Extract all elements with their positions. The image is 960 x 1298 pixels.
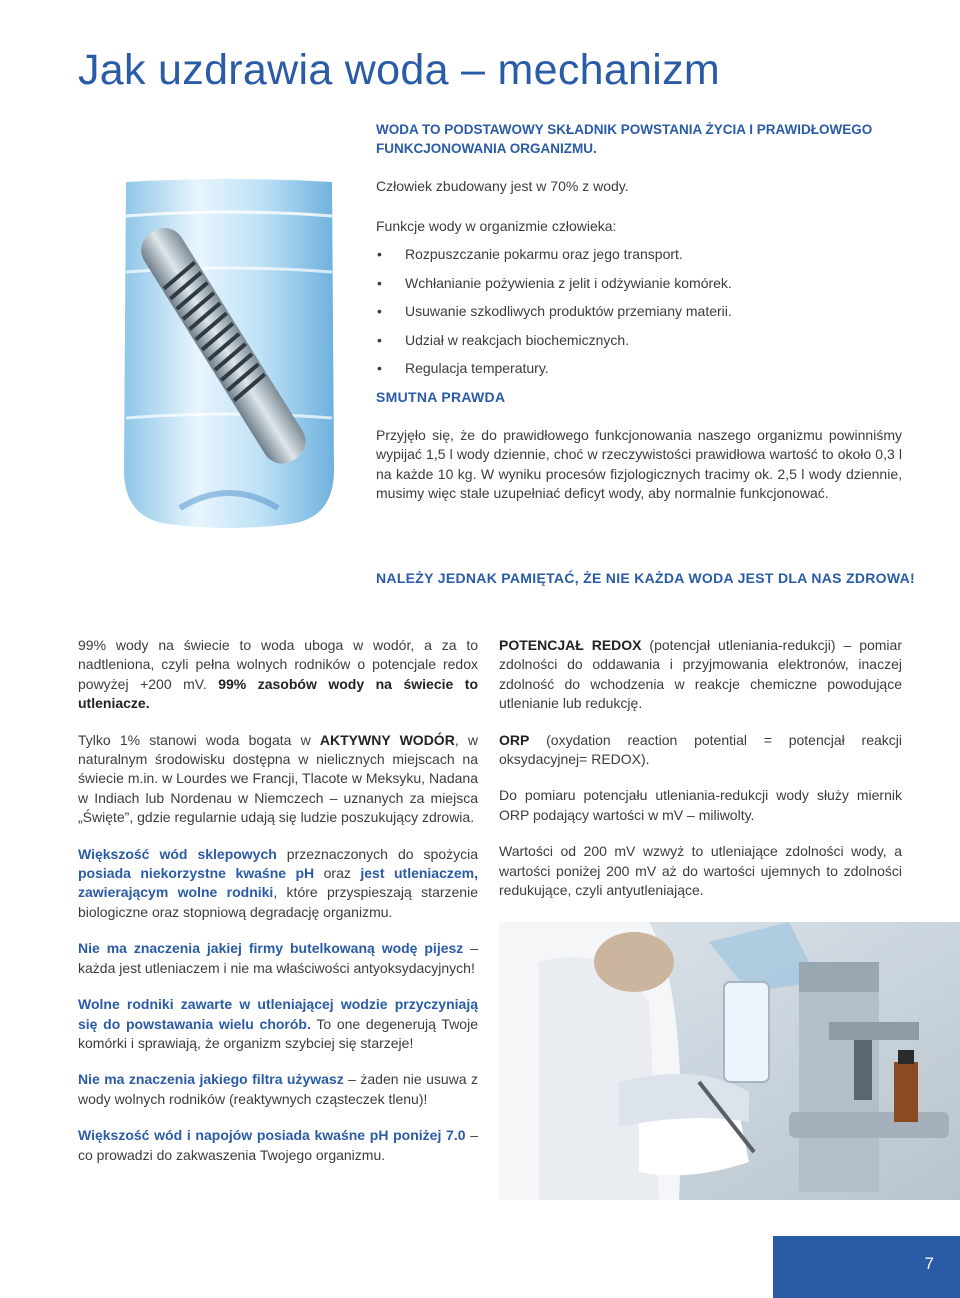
functions-heading: Funkcje wody w organizmie człowieka: [376, 218, 617, 234]
paragraph-filters: Nie ma znaczenia jakiego filtra używasz – żaden nie usuwa z wody wolnych rodników (reaktywnych cząsteczek tlenu)! [78, 1071, 478, 1107]
list-item: • Usuwanie szkodliwych produktów przemiany materii. [376, 302, 732, 331]
water-bottle-image [120, 178, 338, 530]
left-column [78, 636, 478, 1165]
sad-truth-heading: SMUTNA PRAWDA [376, 389, 506, 405]
paragraph-orp-meter: Do pomiaru potencjału utleniania-redukcji wody służy miernik ORP podający wartości w mV – miliwolty. [499, 787, 902, 823]
paragraph-redox-definition: POTENCJAŁ REDOX (potencjał utleniania-redukcji) – pomiar zdolności do oddawania i przyjmowania elektronów, inaczej zdolność do wchodzenia w reakcje chemiczne powodujące utlenianie lub redukcję. [499, 637, 902, 712]
list-item: • Rozpuszczanie pokarmu oraz jego transport. [376, 245, 732, 274]
paragraph-hydrogen-poor: 99% wody na świecie to woda uboga w wodór, a za to nadtleniona, czyli pełna wolnych rodników o potencjale redox powyżej +200 mV. 99% zasobów wody na świecie to utleniacze. [78, 637, 478, 712]
page-number: 7 [924, 1254, 934, 1273]
sad-truth-text: Przyjęło się, że do prawidłowego funkcjonowania naszego organizmu powinniśmy wypijać 1,5 l wody dziennie, choć w rzeczywistości prawidłowa wartość to około 0,3 l na każde 10 kg. W wyniku procesów fizjologicznych tracimy ok. 2,5 l wody dziennie, musimy więc stale uzupełniać deficyt wody, aby normalnie funkcjonować. [376, 427, 902, 502]
lead-heading: WODA TO PODSTAWOWY SKŁADNIK POWSTANIA ŻYCIA I PRAWIDŁOWEGO FUNKCJONOWANIA ORGANIZMU. [376, 122, 873, 156]
functions-list [376, 245, 732, 388]
page-title: Jak uzdrawia woda – mechanizm [78, 46, 721, 94]
warning-heading: NALEŻY JEDNAK PAMIĘTAĆ, ŻE NIE KAŻDA WODA JEST DLA NAS ZDROWA! [376, 570, 915, 586]
laboratory-photo [499, 922, 960, 1200]
list-item: • Udział w reakcjach biochemicznych. [376, 331, 732, 360]
paragraph-store-water: Większość wód sklepowych przeznaczonych do spożycia posiada niekorzystne kwaśne pH oraz jest utleniaczem, zawierającym wolne rodniki, które przyspieszają starzenie biologiczne oraz stopniową degradację organizmu. [78, 845, 479, 920]
list-item: • Regulacja temperatury. [376, 359, 732, 388]
paragraph-acidic-ph: Większość wód i napojów posiada kwaśne pH poniżej 7.0 – co prowadzi do zakwaszenia Twojego organizmu. [78, 1127, 478, 1163]
human-water-text: Człowiek zbudowany jest w 70% z wody. [376, 178, 629, 194]
paragraph-mv-values: Wartości od 200 mV wzwyż to utleniające zdolności wody, a wartości poniżej 200 mV aż do wartości ujemnych to zdolności redukujące, czyli antyutleniające. [499, 843, 902, 899]
page-number-box [773, 1236, 960, 1298]
paragraph-orp-definition: ORP (oxydation reaction potential = potencjał reakcji oksydacyjnej= REDOX). [499, 731, 902, 768]
paragraph-free-radicals: Wolne rodniki zawarte w utleniającej wodzie przyczyniają się do powstawania wielu chorób. To one degenerują Twoje komórki i sprawiają, że organizm szybciej się starzeje! [78, 996, 478, 1051]
right-column [499, 636, 902, 900]
list-item: • Wchłanianie pożywienia z jelit i odżywianie komórek. [376, 274, 732, 303]
paragraph-active-hydrogen: Tylko 1% stanowi woda bogata w AKTYWNY WODÓR, w naturalnym środowisku dostępna w nielicznych miejscach na świecie m.in. w Lourdes we Francji, Tlacote w Meksyku, Nadana w Indiach lub Nordenau w Niemczech – uznanych za miejsca „Święte”, gdzie regularnie udają się ludzie poszukujący zdrowia. [78, 731, 478, 826]
paragraph-bottled-water: Nie ma znaczenia jakiej firmy butelkowaną wodę pijesz – każda jest utleniaczem i nie ma właściwości antyoksydacyjnych! [78, 940, 478, 976]
